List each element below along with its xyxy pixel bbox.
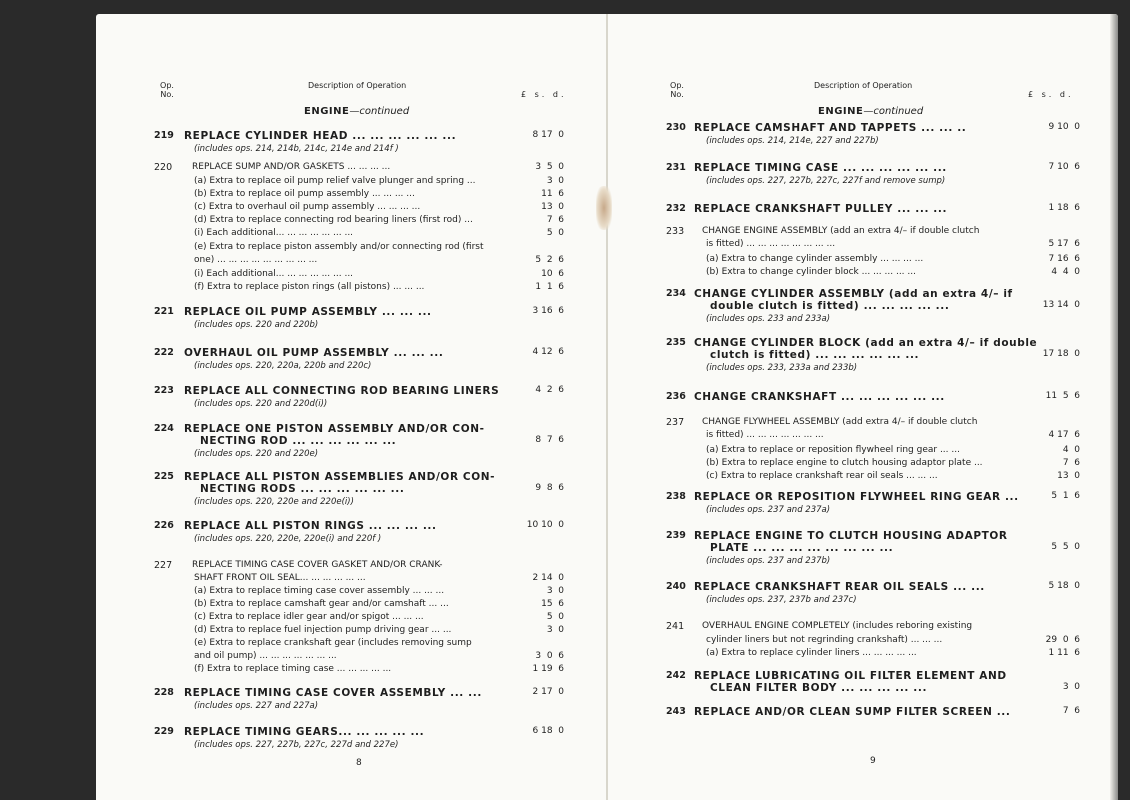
lsd-header: £ s. d. xyxy=(1028,90,1074,99)
price-lsd: 7 6 xyxy=(1062,458,1080,468)
op-number: 224 xyxy=(154,423,174,434)
price-lsd: 1 19 6 xyxy=(532,664,564,674)
price-lsd: 7 16 6 xyxy=(1048,254,1080,264)
operation-subitem: (a) Extra to replace or reposition flywheel ring gear ... ... xyxy=(706,445,960,455)
price-lsd: 7 6 xyxy=(1062,706,1080,716)
price-lsd: 3 0 xyxy=(1062,682,1080,692)
price-lsd: 5 18 0 xyxy=(1048,581,1080,591)
op-number: 234 xyxy=(666,288,686,299)
section-subtitle: —continued xyxy=(349,106,410,117)
operation-title: CHANGE CYLINDER ASSEMBLY (add an extra 4/– if xyxy=(694,288,1013,300)
no-label: No. xyxy=(160,90,174,99)
operation-title: REPLACE CRANKSHAFT REAR OIL SEALS ... ... xyxy=(694,581,985,593)
page-number: 8 xyxy=(356,758,362,768)
includes-note: (includes ops. 237 and 237b) xyxy=(706,556,831,566)
includes-note: (includes ops. 220, 220e and 220e(i)) xyxy=(194,497,354,507)
includes-note: (includes ops. 227 and 227a) xyxy=(194,701,319,711)
op-number: 232 xyxy=(666,203,686,214)
operation-title: REPLACE OIL PUMP ASSEMBLY ... ... ... xyxy=(184,306,432,318)
operation-subitem: (c) Extra to overhaul oil pump assembly ... ... ... ... xyxy=(194,202,421,212)
operation-subitem: and oil pump) ... ... ... ... ... ... ... xyxy=(194,651,337,661)
op-number: 225 xyxy=(154,471,174,482)
right-page xyxy=(608,14,1108,800)
price-lsd: 8 7 6 xyxy=(535,435,564,445)
operation-title: REPLACE TIMING CASE COVER GASKET AND/OR CRANK- xyxy=(192,560,443,570)
left-page xyxy=(96,14,606,800)
operation-subitem: (b) Extra to replace oil pump assembly ... ... ... ... xyxy=(194,189,415,199)
operation-title: REPLACE ALL CONNECTING ROD BEARING LINERS xyxy=(184,385,500,397)
op-number: 243 xyxy=(666,706,686,717)
price-lsd: 2 17 0 xyxy=(532,687,564,697)
operation-subitem: (a) Extra to change cylinder assembly ... ... ... ... xyxy=(706,254,924,264)
op-number: 219 xyxy=(154,130,174,141)
operation-title-continued: clutch is fitted) ... ... ... ... ... ... xyxy=(710,349,920,361)
operation-title: REPLACE LUBRICATING OIL FILTER ELEMENT AND xyxy=(694,670,1007,682)
price-lsd: 10 6 xyxy=(541,269,564,279)
section-title xyxy=(818,106,923,117)
section-title-text: ENGINE xyxy=(818,106,864,117)
operation-title: REPLACE CYLINDER HEAD ... ... ... ... ... ... xyxy=(184,130,457,142)
section-subtitle: —continued xyxy=(863,106,924,117)
op-label: Op. xyxy=(670,81,684,90)
op-number: 233 xyxy=(666,226,685,237)
operation-title: REPLACE ALL PISTON ASSEMBLIES AND/OR CON- xyxy=(184,471,496,483)
operation-subitem: (i) Each additional... ... ... ... ... ... ... xyxy=(194,228,354,238)
op-number: 238 xyxy=(666,491,686,502)
book-spread xyxy=(96,14,1118,800)
operation-title: REPLACE ONE PISTON ASSEMBLY AND/OR CON- xyxy=(184,423,485,435)
price-lsd: 4 0 xyxy=(1062,445,1080,455)
operation-title: REPLACE ALL PISTON RINGS ... ... ... ... xyxy=(184,520,437,532)
price-lsd: 7 6 xyxy=(546,215,564,225)
op-number: 221 xyxy=(154,306,174,317)
operation-subitem: is fitted) ... ... ... ... ... ... ... xyxy=(706,430,824,440)
includes-note: (includes ops. 237 and 237a) xyxy=(706,505,831,515)
price-lsd: 13 0 xyxy=(541,202,564,212)
price-lsd: 8 17 0 xyxy=(532,130,564,140)
price-lsd: 29 0 6 xyxy=(1045,635,1080,645)
description-header: Description of Operation xyxy=(308,81,407,90)
price-lsd: 4 12 6 xyxy=(532,347,564,357)
operation-subitem: (a) Extra to replace oil pump relief valve plunger and spring ... xyxy=(194,176,476,186)
price-lsd: 3 0 xyxy=(546,176,564,186)
includes-note: (includes ops. 227, 227b, 227c, 227f and remove sump) xyxy=(706,176,946,186)
includes-note: (includes ops. 227, 227b, 227c, 227d and 227e) xyxy=(194,740,399,750)
operation-subitem: (b) Extra to replace camshaft gear and/or camshaft ... ... xyxy=(194,599,449,609)
includes-note: (includes ops. 220, 220a, 220b and 220c) xyxy=(194,361,372,371)
price-lsd: 1 11 6 xyxy=(1048,648,1080,658)
op-no-header xyxy=(662,81,692,99)
includes-note: (includes ops. 220 and 220e) xyxy=(194,449,319,459)
operation-title: REPLACE ENGINE TO CLUTCH HOUSING ADAPTOR xyxy=(694,530,1008,542)
includes-note: (includes ops. 233 and 233a) xyxy=(706,314,831,324)
operation-title: REPLACE TIMING CASE COVER ASSEMBLY ... ... xyxy=(184,687,482,699)
includes-note: (includes ops. 214, 214b, 214c, 214e and 214f ) xyxy=(194,144,399,154)
includes-note: (includes ops. 220 and 220d(i)) xyxy=(194,399,328,409)
no-label: No. xyxy=(670,90,684,99)
op-label: Op. xyxy=(160,81,174,90)
price-lsd: 4 2 6 xyxy=(535,385,564,395)
description-header: Description of Operation xyxy=(814,81,913,90)
operation-subitem: (a) Extra to replace cylinder liners ... ... ... ... ... xyxy=(706,648,917,658)
price-lsd: 9 10 0 xyxy=(1048,122,1080,132)
includes-note: (includes ops. 220 and 220b) xyxy=(194,320,319,330)
op-number: 241 xyxy=(666,621,685,632)
price-lsd: 11 6 xyxy=(541,189,564,199)
operation-subitem: cylinder liners but not regrinding crankshaft) ... ... ... xyxy=(706,635,943,645)
price-lsd: 9 8 6 xyxy=(535,483,564,493)
operation-title: CHANGE CRANKSHAFT ... ... ... ... ... ... xyxy=(694,391,945,403)
price-lsd: 13 14 0 xyxy=(1042,300,1080,310)
price-lsd: 17 18 0 xyxy=(1042,349,1080,359)
section-title xyxy=(304,106,409,117)
op-number: 236 xyxy=(666,391,686,402)
includes-note: (includes ops. 233, 233a and 233b) xyxy=(706,363,858,373)
price-lsd: 3 0 xyxy=(546,586,564,596)
operation-title: REPLACE CAMSHAFT AND TAPPETS ... ... .. xyxy=(694,122,967,134)
op-number: 240 xyxy=(666,581,686,592)
price-lsd: 3 0 xyxy=(546,625,564,635)
operation-subitem: (b) Extra to change cylinder block ... ... ... ... ... xyxy=(706,267,916,277)
section-title-text: ENGINE xyxy=(304,106,350,117)
operation-title: REPLACE AND/OR CLEAN SUMP FILTER SCREEN ... xyxy=(694,706,1011,718)
price-lsd: 7 10 6 xyxy=(1048,162,1080,172)
price-lsd: 1 18 6 xyxy=(1048,203,1080,213)
operation-subitem: (f) Extra to replace timing case ... ... ... ... ... xyxy=(194,664,392,674)
operation-subitem: (c) Extra to replace crankshaft rear oil seals ... ... ... xyxy=(706,471,938,481)
op-number: 223 xyxy=(154,385,174,396)
includes-note: (includes ops. 214, 214e, 227 and 227b) xyxy=(706,136,879,146)
operation-subitem: (b) Extra to replace engine to clutch housing adaptor plate ... xyxy=(706,458,983,468)
operation-subitem: (e) Extra to replace crankshaft gear (includes removing sump xyxy=(194,638,472,648)
operation-title: REPLACE SUMP AND/OR GASKETS ... ... ... ... xyxy=(192,162,391,172)
operation-title: CHANGE FLYWHEEL ASSEMBLY (add extra 4/– if double clutch xyxy=(702,417,978,427)
price-lsd: 5 17 6 xyxy=(1048,239,1080,249)
price-lsd: 3 16 6 xyxy=(532,306,564,316)
operation-title: REPLACE TIMING GEARS... ... ... ... ... xyxy=(184,726,425,738)
operation-subitem: one) ... ... ... ... ... ... ... ... ... xyxy=(194,255,318,265)
price-lsd: 3 5 0 xyxy=(535,162,564,172)
includes-note: (includes ops. 220, 220e, 220e(i) and 220f ) xyxy=(194,534,382,544)
op-number: 230 xyxy=(666,122,686,133)
operation-title: CHANGE ENGINE ASSEMBLY (add an extra 4/– if double clutch xyxy=(702,226,980,236)
price-lsd: 5 0 xyxy=(546,612,564,622)
op-number: 235 xyxy=(666,337,686,348)
price-lsd: 3 0 6 xyxy=(535,651,564,661)
operation-subitem: is fitted) ... ... ... ... ... ... ... ... xyxy=(706,239,836,249)
operation-title-continued: NECTING RODS ... ... ... ... ... ... xyxy=(200,483,405,495)
op-number: 237 xyxy=(666,417,685,428)
operation-subitem: (i) Each additional... ... ... ... ... ... ... xyxy=(194,269,354,279)
price-lsd: 5 0 xyxy=(546,228,564,238)
price-lsd: 6 18 0 xyxy=(532,726,564,736)
op-number: 222 xyxy=(154,347,174,358)
price-lsd: 15 6 xyxy=(541,599,564,609)
operation-title: REPLACE CRANKSHAFT PULLEY ... ... ... xyxy=(694,203,948,215)
price-lsd: 10 10 0 xyxy=(526,520,564,530)
operation-title: REPLACE OR REPOSITION FLYWHEEL RING GEAR ... xyxy=(694,491,1019,503)
operation-subitem: SHAFT FRONT OIL SEAL... ... ... ... ... ... xyxy=(194,573,366,583)
price-lsd: 13 0 xyxy=(1057,471,1080,481)
operation-title-continued: NECTING ROD ... ... ... ... ... ... xyxy=(200,435,397,447)
operation-title-continued: PLATE ... ... ... ... ... ... ... ... xyxy=(710,542,894,554)
op-number: 228 xyxy=(154,687,174,698)
operation-title: CHANGE CYLINDER BLOCK (add an extra 4/– if double xyxy=(694,337,1038,349)
includes-note: (includes ops. 237, 237b and 237c) xyxy=(706,595,857,605)
price-lsd: 4 4 0 xyxy=(1051,267,1080,277)
operation-subitem: (f) Extra to replace piston rings (all pistons) ... ... ... xyxy=(194,282,425,292)
op-number: 227 xyxy=(154,560,173,571)
op-no-header xyxy=(152,81,182,99)
op-number: 229 xyxy=(154,726,174,737)
op-number: 239 xyxy=(666,530,686,541)
operation-title: OVERHAUL ENGINE COMPLETELY (includes reboring existing xyxy=(702,621,973,631)
operation-subitem: (a) Extra to replace timing case cover assembly ... ... ... xyxy=(194,586,445,596)
price-lsd: 11 5 6 xyxy=(1045,391,1080,401)
price-lsd: 1 1 6 xyxy=(535,282,564,292)
price-lsd: 4 17 6 xyxy=(1048,430,1080,440)
op-number: 242 xyxy=(666,670,686,681)
operation-subitem: (d) Extra to replace fuel injection pump driving gear ... ... xyxy=(194,625,452,635)
page-number: 9 xyxy=(870,756,876,766)
op-number: 231 xyxy=(666,162,686,173)
operation-title: OVERHAUL OIL PUMP ASSEMBLY ... ... ... xyxy=(184,347,444,359)
price-lsd: 5 1 6 xyxy=(1051,491,1080,501)
op-number: 226 xyxy=(154,520,174,531)
operation-title: REPLACE TIMING CASE ... ... ... ... ... ... xyxy=(694,162,947,174)
operation-subitem: (d) Extra to replace connecting rod bearing liners (first rod) ... xyxy=(194,215,473,225)
price-lsd: 5 2 6 xyxy=(535,255,564,265)
operation-title-continued: double clutch is fitted) ... ... ... ... ... xyxy=(710,300,950,312)
op-number: 220 xyxy=(154,162,173,173)
price-lsd: 5 5 0 xyxy=(1051,542,1080,552)
operation-title-continued: CLEAN FILTER BODY ... ... ... ... ... xyxy=(710,682,928,694)
price-lsd: 2 14 0 xyxy=(532,573,564,583)
lsd-header: £ s. d. xyxy=(521,90,567,99)
operation-subitem: (c) Extra to replace idler gear and/or spigot ... ... ... xyxy=(194,612,424,622)
book-edge xyxy=(1110,14,1118,800)
operation-subitem: (e) Extra to replace piston assembly and/or connecting rod (first xyxy=(194,242,484,252)
